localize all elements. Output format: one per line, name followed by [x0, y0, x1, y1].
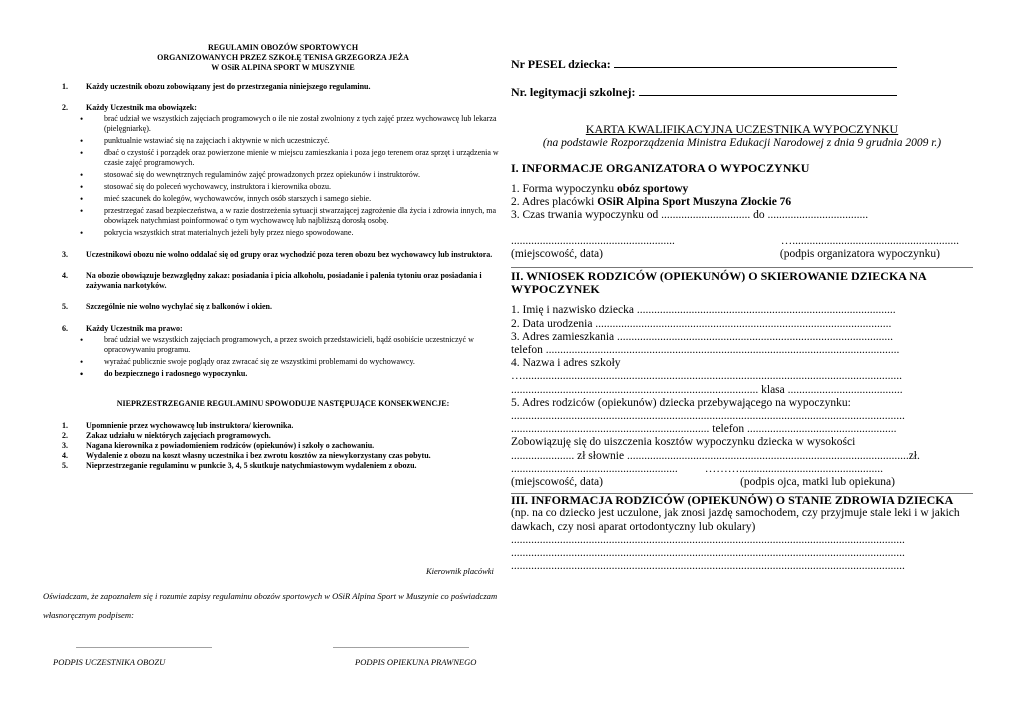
consequences-heading: NIEPRZESTRZEGANIE REGULAMINU SPOWODUJE NASTĘPUJĄCE KONSEKWENCJE: [116, 399, 450, 408]
form-line[interactable]: 2. Data urodzenia ....................................................................................................... [511, 317, 892, 330]
list-item: 3. Nagana kierownika z powiadomieniem rodziców (opiekunów) i szkoły o zachowaniu. [62, 441, 375, 450]
school-id-label: Nr. legitymacji szkolnej: [511, 85, 636, 100]
card-subtitle: (na podstawie Rozporządzenia Ministra Edukacji Narodowej z dnia 9 grudnia 2009 r.) [542, 136, 942, 149]
parent-application [511, 304, 973, 462]
rule-item-4: 4. Na obozie obowiązuje bezwzględny zakaz: posiadania i picia alkoholu, posiadanie i palenia tytoniu oraz posiadania i zażywania narkotyków. [62, 271, 504, 291]
declaration-text: Oświadczam, że zapoznałem się i rozumie zapisy regulaminu obozów sportowych w OSiR Alpina Sport w Muszynie co poświadczam własnoręcznym podpisem: [43, 591, 498, 620]
form-line[interactable]: 3. Adres zamieszkania ................................................................................................ [511, 330, 894, 343]
parent-signature-labels: (miejscowość, data) (podpis ojca, matki lub opiekuna) [511, 476, 895, 489]
title-line: W OSiR ALPINA SPORT W MUSZYNIE [211, 63, 355, 72]
guardian-signature-label: PODPIS OPIEKUNA PRAWNEGO [355, 657, 477, 667]
form-line[interactable]: ......................................................................................................................................... [511, 560, 905, 573]
rule-text: Uczestnikowi obozu nie wolno oddalać się od grupy oraz wychodzić poza teren obozu bez wychowawcy lub instruktora. [86, 250, 493, 259]
list-item: • stosować się do wewnętrznych regulaminów zajęć prowadzonych przez opiekunów i instruktorów. [104, 170, 504, 180]
form-line[interactable]: 1. Imię i nazwisko dziecka .......................................................................................... [511, 304, 896, 317]
list-item: • brać udział we wszystkich zajęciach programowych o ile nie został zwolniony z tych zajęć przez wychowawcę lub lekarza (pielęgniarkę). [104, 114, 504, 134]
list-item: • pokrycia wszystkich strat materialnych jeżeli były przez niego spowodowane. [104, 228, 504, 238]
list-item: • dbać o czystość i porządek oraz powierzone mienie w miejscu zamieszkania i poza jego terenem oraz sprzęt i urządzenia w czasie zajęć programowych. [104, 148, 504, 168]
rule-text: Szczególnie nie wolno wychylać się z balkonów i okien. [86, 302, 272, 311]
form-line[interactable]: telefon ........................................................................................................................... [511, 344, 900, 357]
rule-text: Na obozie obowiązuje bezwzględny zakaz: posiadania i picia alkoholu, posiadanie i palenia tytoniu oraz posiadania i zażywania narkotyków. [86, 271, 482, 290]
title-line: REGULAMIN OBOZÓW SPORTOWYCH [207, 43, 359, 52]
list-item: 2. Zakaz udziału w niektórych zajęciach programowych. [62, 431, 271, 440]
organizer-info [511, 183, 973, 223]
director-label: Kierownik placówki [426, 566, 494, 576]
form-line[interactable]: ......................................................................................................................................... [511, 547, 905, 560]
list-item: • stosować się do poleceń wychowawcy, instruktora i kierownika obozu. [104, 182, 504, 192]
consequences-list [62, 421, 504, 471]
list-item: • przestrzegać zasad bezpieczeństwa, a w razie dostrzeżenia sytuacji stwarzającej zagrożenie dla życia i zdrowia innych, ma obowiązek natychmiast poinformować o tym wychowawcę lub najbliższą dorosłą osobę. [104, 206, 504, 226]
pesel-field[interactable] [511, 58, 973, 71]
list-item: • punktualnie wstawiać się na zajęciach i aktywnie w nich uczestniczyć. [104, 136, 504, 146]
form-line[interactable]: ......................................................................................................................................... [511, 533, 905, 546]
section-3-heading: III. INFORMACJA RODZICÓW (OPIEKUNÓW) O STANIE ZDROWIA DZIECKA [511, 493, 954, 508]
rule-text: Każdy uczestnik obozu zobowiązany jest do przestrzegania niniejszego regulaminu. [86, 82, 371, 91]
participant-signature-line: .................................................................... [76, 641, 212, 650]
list-item: 1. Upomnienie przez wychowawcę lub instruktora/ kierownika. [62, 421, 294, 430]
rule-item-1: 1. Każdy uczestnik obozu zobowiązany jest do przestrzegania niniejszego regulaminu. [62, 82, 504, 92]
list-item: • brać udział we wszystkich zajęciach programowych, a przez swoich przedstawicieli, bądź osobiście uczestniczyć w opracowywaniu programu. [104, 335, 504, 355]
list-item: 5. Nieprzestrzeganie regulaminu w punkcie 3, 4, 5 skutkuje natychmiastowym wydaleniem z obozu. [62, 461, 417, 470]
rule-item-6: 6. Każdy Uczestnik ma prawo: • brać udział we wszystkich zajęciach programowych, a przez swoich przedstawicieli, bądź osobiście uczestniczyć w opracowywaniu programu. • wyrażać publicznie swoje poglądy oraz zwracać się ze wszystkimi problemami do wychowawcy. • do bezpiecznego i radosnego wypoczynku. [62, 324, 504, 381]
regulations-title [62, 43, 504, 73]
list-item: • do bezpiecznego i radosnego wypoczynku. [104, 369, 504, 379]
card-title: KARTA KWALIFIKACYJNA UCZESTNIKA WYPOCZYNKU [585, 122, 899, 137]
section-2-heading: II. WNIOSEK RODZICÓW (OPIEKUNÓW) O SKIEROWANIE DZIECKA NA WYPOCZYNEK [511, 269, 926, 297]
form-line[interactable]: ......................................................................................................................................... [511, 410, 905, 423]
rule-item-2: 2. Każdy Uczestnik ma obowiązek: • brać udział we wszystkich zajęciach programowych o ile nie został zwolniony z tych zajęć przez wychowawcę lub lekarza (pielęgniarkę). • punktualnie wstawiać się na zajęciach i aktywnie w nich uczestniczyć. • dbać o czystość i porządek oraz powierzone mienie w miejscu zamieszkania i poza jego terenem oraz sprzęt i urządzenia w czasie zajęć programowych. • stosować się do wewnętrznych regulaminów zajęć prowadzonych przez opiekunów i instruktorów. • stosować się do poleceń wychowawcy, instruktora i kierownika obozu. • mieć szacunek do kolegów, wychowawców, innych osób starszych i samego siebie. • przestrzegać zasad bezpieczeństwa, a w razie dostrzeżenia sytuacji stwarzającej zagrożenie dla życia i zdrowia innych, ma obowiązek natychmiast poinformować o tym wychowawcę lub najbliższą dorosłą osobę. • pokrycia wszystkich strat materialnych jeżeli były przez niego spowodowane. [62, 103, 504, 240]
rule-item-5: 5. Szczególnie nie wolno wychylać się z balkonów i okien. [62, 302, 504, 312]
parent-signature-dots: .......................................................... ……….................................................. [511, 462, 883, 475]
organizer-signature-labels: (miejscowość, data) (podpis organizatora wypoczynku) [511, 247, 940, 260]
title-line: ORGANIZOWANYCH PRZEZ SZKOŁĘ TENISA GRZEGORZA JEŻA [157, 53, 409, 62]
form-line: 2. Adres placówki OSiR Alpina Sport Muszyna Złockie 76 [511, 196, 792, 209]
form-line: Zobowiązuję się do uiszczenia kosztów wypoczynku dziecka w wysokości [511, 436, 856, 449]
form-line[interactable]: ...................... zł słownie ..................................................................................................zł. [511, 449, 920, 462]
form-line: 1. Forma wypoczynku obóz sportowy [511, 183, 689, 196]
form-line[interactable]: ..................................................................... telefon .................................................... [511, 423, 897, 436]
guardian-signature-line: .................................................................... [333, 641, 469, 650]
section-1-heading: I. INFORMACJE ORGANIZATORA O WYPOCZYNKU [511, 160, 810, 175]
participant-signature-label: PODPIS UCZESTNIKA OBOZU [53, 657, 166, 667]
organizer-signature-dots: ......................................................... ….......................................................... [511, 234, 959, 247]
form-line[interactable]: 3. Czas trwania wypoczynku od ............................... do ................................... [511, 209, 869, 222]
rule-item-3: 3. Uczestnikowi obozu nie wolno oddalać się od grupy oraz wychodzić poza teren obozu bez wychowawcy lub instruktora. [62, 250, 504, 260]
qualification-card [511, 58, 973, 574]
pesel-label: Nr PESEL dziecka: [511, 57, 611, 71]
health-note: (np. na co dziecko jest uczulone, jak znosi jazdę samochodem, czy przyjmuje stale leki i w jakich dawkach, czy nosi aparat ortodontyczny lub okulary) [511, 507, 960, 533]
list-item: • wyrażać publicznie swoje poglądy oraz zwracać się ze wszystkimi problemami do wychowawcy. [104, 357, 504, 367]
school-id-field[interactable] [511, 86, 973, 99]
list-item: 4. Wydalenie z obozu na koszt własny uczestnika i bez zwrotu kosztów za niewykorzystany czas pobytu. [62, 451, 431, 460]
rights-list [62, 335, 504, 379]
form-line[interactable]: ...................................................................................... klasa ........................................ [511, 383, 903, 396]
list-item: • mieć szacunek do kolegów, wychowawców, innych osób starszych i samego siebie. [104, 194, 504, 204]
regulations-column [62, 43, 504, 471]
school-id-input-line[interactable] [639, 94, 897, 96]
rule-text: Każdy Uczestnik ma prawo: [86, 324, 183, 333]
form-line: 5. Adres rodziców (opiekunów) dziecka przebywającego na wypoczynku: [511, 396, 851, 409]
duties-list [62, 114, 504, 238]
divider [511, 267, 973, 268]
rule-text: Każdy Uczestnik ma obowiązek: [86, 103, 197, 112]
pesel-input-line[interactable] [614, 66, 897, 68]
form-line[interactable]: ….................................................................................................................................... [511, 370, 902, 383]
form-line: 4. Nazwa i adres szkoły [511, 357, 621, 370]
